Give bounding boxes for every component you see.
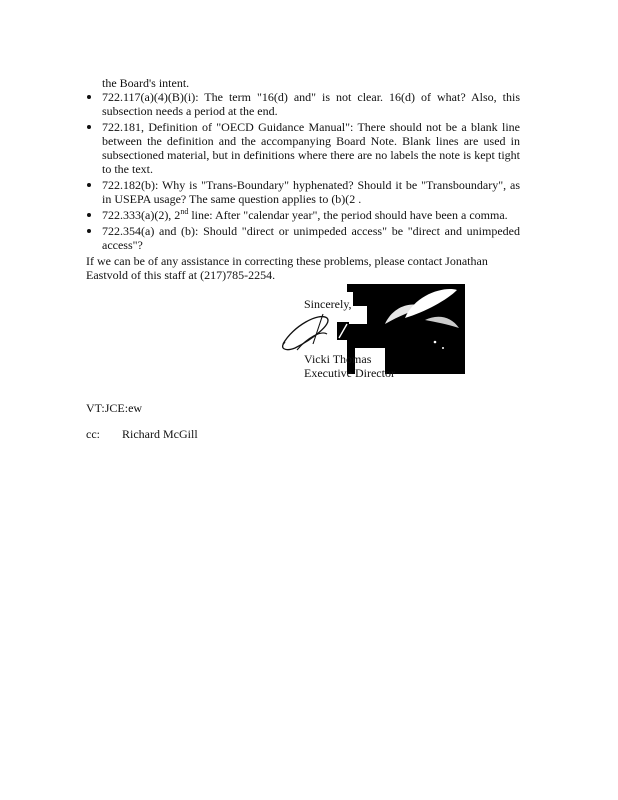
reference-initials: VT:JCE:ew <box>86 401 143 415</box>
list-item <box>87 208 520 222</box>
cc-recipient: Richard McGill <box>122 427 198 441</box>
bullet-icon <box>87 95 91 99</box>
list-item <box>87 178 520 206</box>
list-item <box>87 120 520 176</box>
list-item <box>87 90 520 118</box>
list-item-text: 722.333(a)(2), 2nd line: After "calendar year", the period should have been a comma. <box>102 207 508 222</box>
bullet-icon <box>87 229 91 233</box>
bullet-icon <box>87 213 91 217</box>
list-item-text: 722.182(b): Why is "Trans-Boundary" hyphenated? Should it be "Transboundary", as in USEPA usage? The same question applies to (b)(2 . <box>102 178 520 206</box>
continuation-text: the Board's intent. <box>102 76 190 90</box>
cc-label: cc: <box>86 427 100 441</box>
closing-paragraph: If we can be of any assistance in correcting these problems, please contact Jonathan Eastvold of this staff at (217)785-2254. <box>86 254 488 282</box>
bullet-icon <box>87 183 91 187</box>
list-item-text: 722.181, Definition of "OECD Guidance Manual": There should not be a blank line between the definition and the accompanying Board Note. Blank lines are used in subsectioned material, but in definitions where there are no labels the note is kept tight to the text. <box>102 120 520 176</box>
comment-list <box>87 90 520 254</box>
signer-title: Executive Director <box>304 366 395 380</box>
bullet-icon <box>87 125 91 129</box>
list-item <box>87 224 520 252</box>
list-item-text: 722.117(a)(4)(B)(i): The term "16(d) and" is not clear. 16(d) of what? Also, this subsection needs a period at the end. <box>102 90 520 118</box>
signer-name: Vicki Thomas <box>304 352 372 366</box>
list-item-text: 722.354(a) and (b): Should "direct or unimpeded access" be "direct and unimpeded access"? <box>102 224 520 252</box>
closing-salutation: Sincerely, <box>304 297 352 311</box>
